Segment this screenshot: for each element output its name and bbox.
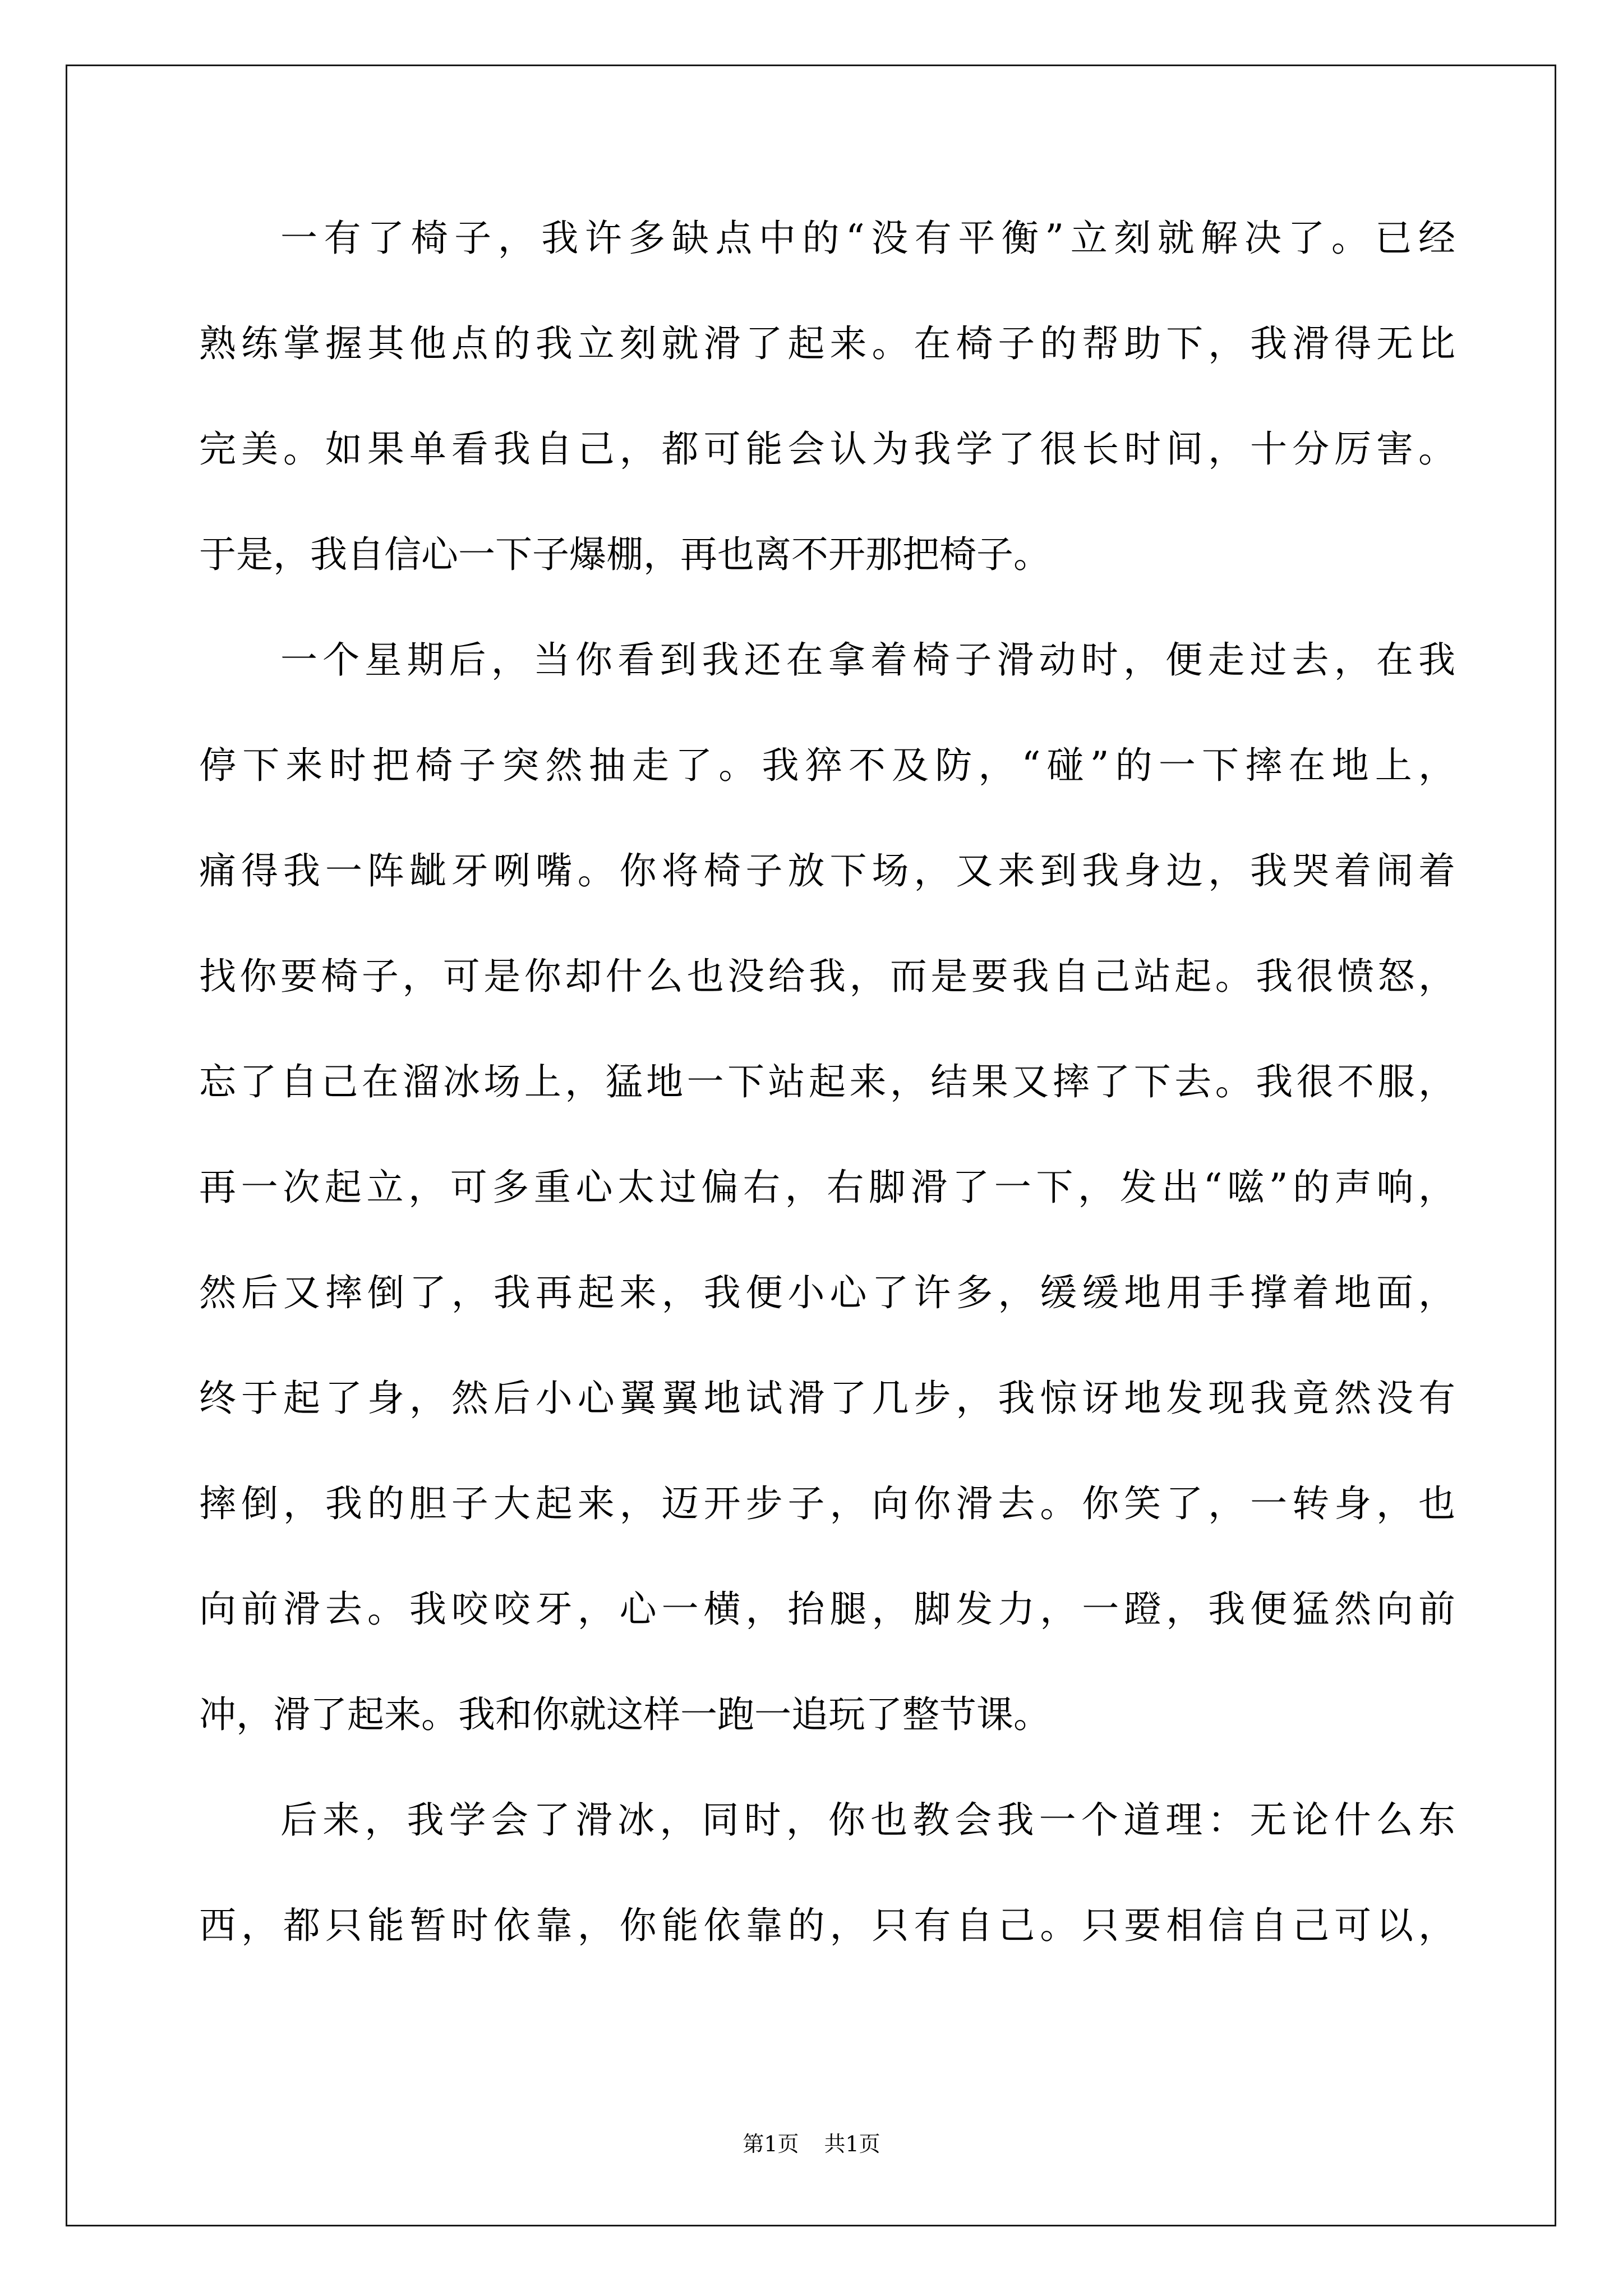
text-line: 忘了自己在溜冰场上，猛地一下站起来，结果又摔了下去。我很不服， — [199, 1060, 1455, 1103]
text-line: 终于起了身，然后小心翼翼地试滑了几步，我惊讶地发现我竟然没有 — [199, 1377, 1455, 1420]
page-footer — [0, 2130, 1623, 2158]
paragraph-1 — [199, 217, 1455, 643]
text-line: 熟练掌握其他点的我立刻就滑了起来。在椅子的帮助下，我滑得无比 — [199, 322, 1455, 365]
text-line: 再一次起立，可多重心太过偏右，右脚滑了一下，发出“嗞”的声响， — [199, 1166, 1455, 1209]
page-number: 第1页 — [743, 2132, 799, 2156]
text-line: 一有了椅子，我许多缺点中的“没有平衡”立刻就解决了。已经 — [280, 217, 1455, 260]
text-line: 然后又摔倒了，我再起来，我便小心了许多，缓缓地用手撑着地面， — [199, 1271, 1455, 1314]
text-line: 后来，我学会了滑冰，同时，你也教会我一个道理：无论什么东 — [280, 1798, 1455, 1842]
paragraph-3 — [199, 1798, 1455, 2014]
page-total: 共1页 — [824, 2132, 880, 2156]
text-line: 向前滑去。我咬咬牙，心一横，抬腿，脚发力，一蹬，我便猛然向前 — [199, 1588, 1455, 1631]
text-line: 摔倒，我的胆子大起来，迈开步子，向你滑去。你笑了，一转身，也 — [199, 1482, 1455, 1525]
text-line: 冲，滑了起来。我和你就这样一跑一追玩了整节课。 — [199, 1693, 1050, 1736]
text-line: 痛得我一阵龇牙咧嘴。你将椅子放下场，又来到我身边，我哭着闹着 — [199, 849, 1455, 892]
text-line: 一个星期后，当你看到我还在拿着椅子滑动时，便走过去，在我 — [280, 638, 1455, 682]
text-line: 停下来时把椅子突然抽走了。我猝不及防，“碰”的一下摔在地上， — [199, 744, 1455, 787]
text-line: 于是，我自信心一下子爆棚，再也离不开那把椅子。 — [199, 533, 1050, 576]
text-line: 找你要椅子，可是你却什么也没给我，而是要我自己站起。我很愤怒， — [199, 955, 1455, 998]
document-body — [199, 217, 1455, 2014]
text-line: 完美。如果单看我自己，都可能会认为我学了很长时间，十分厉害。 — [199, 427, 1455, 471]
text-line: 西，都只能暂时依靠，你能依靠的，只有自己。只要相信自己可以， — [199, 1904, 1455, 1947]
paragraph-2 — [199, 638, 1455, 1803]
